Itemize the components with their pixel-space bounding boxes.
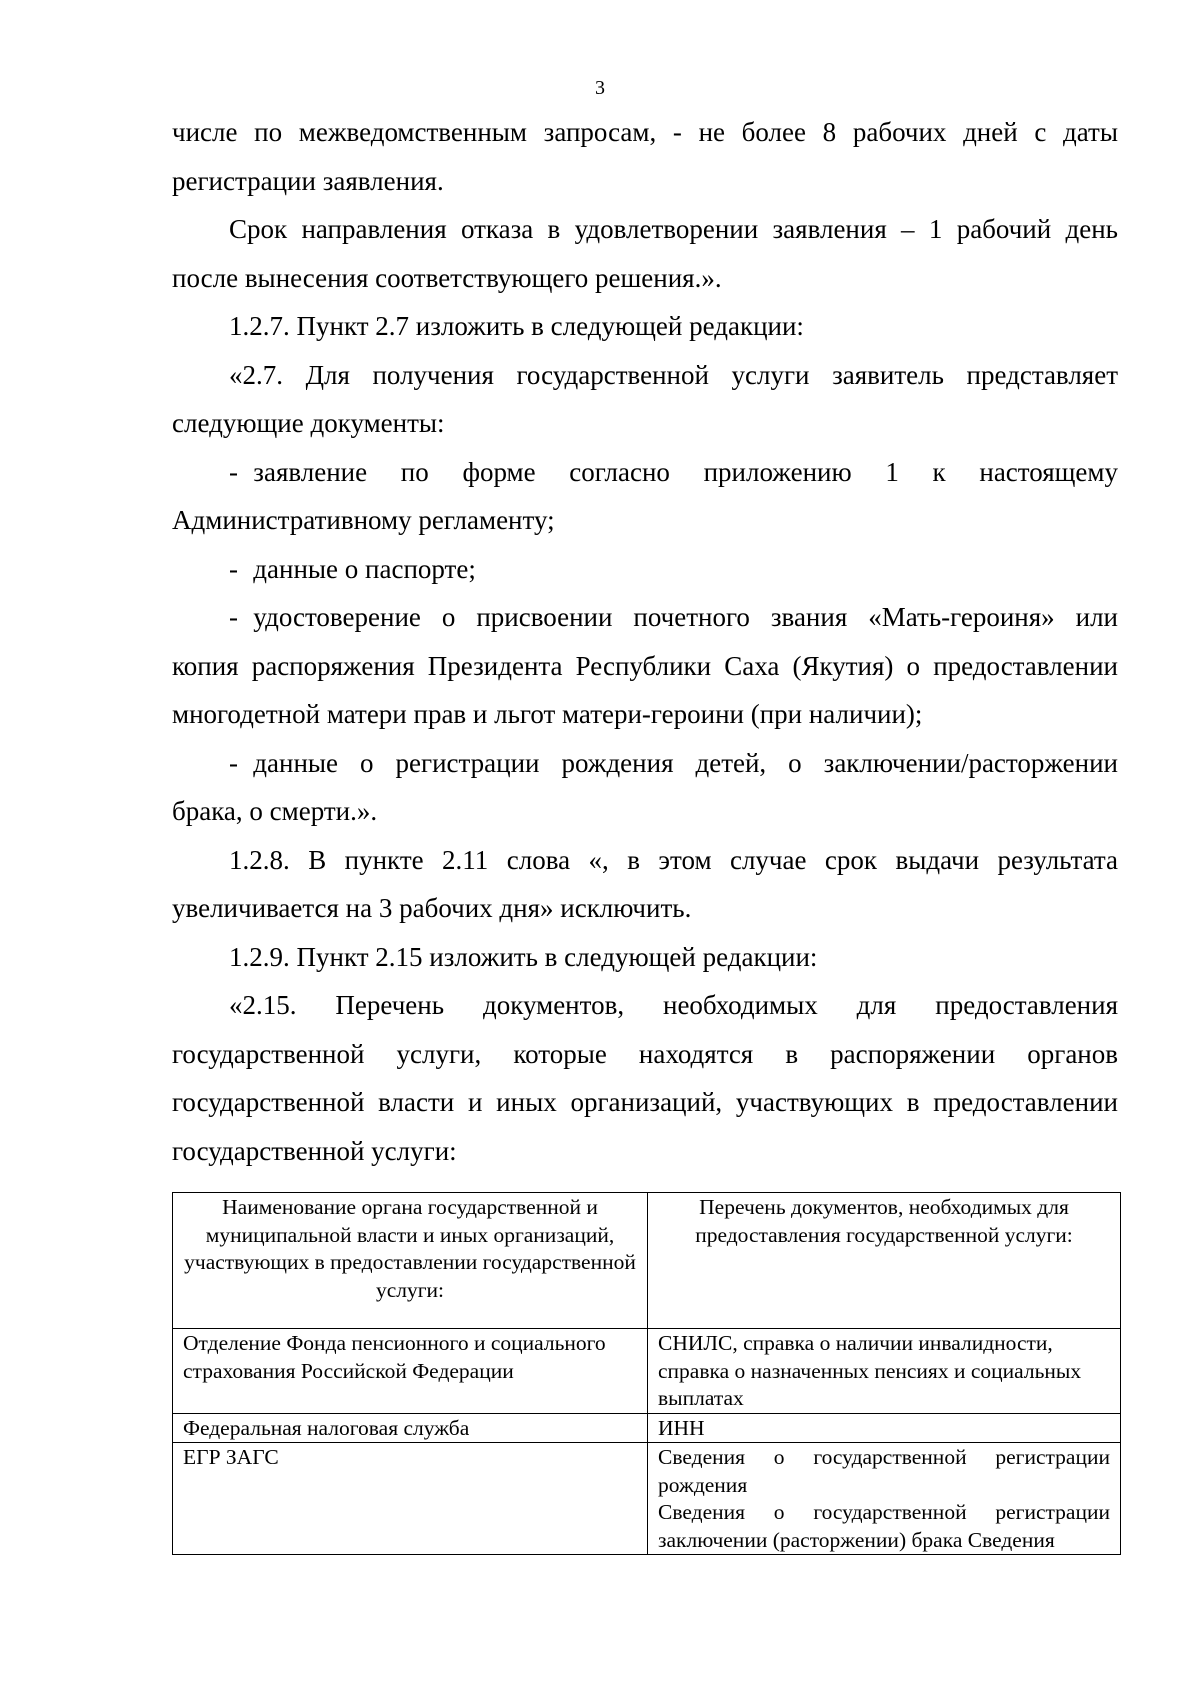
paragraph-line: копия распоряжения Президента Республики Саха (Якутия) о предоставлении bbox=[172, 650, 1118, 681]
list-item-text: удостоверение о присвоении почетного звания «Мать-героиня» или bbox=[253, 602, 1118, 632]
clause-heading: 1.2.7. Пункт 2.7 изложить в следующей редакции: bbox=[229, 311, 804, 341]
paragraph-line: следующие документы: bbox=[172, 408, 445, 438]
list-item bbox=[172, 545, 1118, 594]
table-cell bbox=[648, 1443, 1121, 1555]
table-row bbox=[173, 1413, 1121, 1443]
table-row bbox=[173, 1329, 1121, 1414]
table-header-row bbox=[173, 1193, 1121, 1329]
table-cell: ИНН bbox=[648, 1413, 1121, 1443]
table-cell: ЕГР ЗАГС bbox=[173, 1443, 648, 1555]
paragraph-line: после вынесения соответствующего решения.». bbox=[172, 262, 722, 293]
table-row bbox=[173, 1443, 1121, 1555]
table-cell-line: Сведения о государственной регистрации заключении (расторжении) брака Сведения bbox=[658, 1500, 1110, 1552]
paragraph-line: числе по межведомственным запросам, - не более 8 рабочих дней с даты bbox=[172, 117, 1118, 147]
list-dash: - bbox=[229, 553, 238, 584]
list-item-text: заявление по форме согласно приложению 1 к настоящему bbox=[253, 456, 1118, 487]
paragraph-line: государственной власти и иных организаций, участвующих в предоставлении bbox=[172, 1087, 1118, 1117]
list-item bbox=[172, 448, 1118, 497]
clause-heading: 1.2.9. Пункт 2.15 изложить в следующей редакции: bbox=[229, 941, 818, 972]
documents-table bbox=[172, 1192, 1121, 1555]
table-cell-line: Сведения о государственной регистрации рождения bbox=[658, 1445, 1110, 1497]
paragraph-line: Административному регламенту; bbox=[172, 505, 555, 535]
paragraph-line: увеличивается на 3 рабочих дня» исключить. bbox=[172, 893, 692, 923]
list-dash: - bbox=[229, 602, 238, 632]
table-cell: СНИЛС, справка о наличии инвалидности, справка о назначенных пенсиях и социальных выплатах bbox=[648, 1329, 1121, 1414]
paragraph-line: «2.7. Для получения государственной услуги заявитель представляет bbox=[229, 359, 1118, 390]
paragraph-line: государственной услуги: bbox=[172, 1135, 457, 1166]
page-number: 3 bbox=[595, 77, 605, 99]
paragraph-line: регистрации заявления. bbox=[172, 165, 444, 196]
paragraph-line: 1.2.8. В пункте 2.11 слова «, в этом случае срок выдачи результата bbox=[229, 844, 1118, 875]
list-dash: - bbox=[229, 456, 238, 487]
table-cell: Федеральная налоговая служба bbox=[173, 1413, 648, 1443]
paragraph-line: многодетной матери прав и льгот матери-героини (при наличии); bbox=[172, 699, 923, 729]
table-header-cell: Наименование органа государственной и муниципальной власти и иных организаций, участвующих в предоставлении государственной услуги: bbox=[173, 1193, 648, 1329]
list-item bbox=[172, 739, 1118, 788]
paragraph-line: государственной услуги, которые находятся в распоряжении органов bbox=[172, 1038, 1118, 1069]
paragraph-line: брака, о смерти.». bbox=[172, 796, 378, 826]
table-cell: Отделение Фонда пенсионного и социального страхования Российской Федерации bbox=[173, 1329, 648, 1414]
document-body bbox=[172, 108, 1118, 1175]
list-item bbox=[172, 593, 1118, 642]
list-dash: - bbox=[229, 747, 238, 778]
table-header-cell: Перечень документов, необходимых для предоставления государственной услуги: bbox=[648, 1193, 1121, 1329]
paragraph-line: «2.15. Перечень документов, необходимых для предоставления bbox=[229, 990, 1118, 1020]
list-item-text: данные о регистрации рождения детей, о заключении/расторжении bbox=[253, 747, 1118, 778]
list-item-text: данные о паспорте; bbox=[253, 553, 476, 584]
paragraph-line: Срок направления отказа в удовлетворении заявления – 1 рабочий день bbox=[229, 214, 1118, 244]
